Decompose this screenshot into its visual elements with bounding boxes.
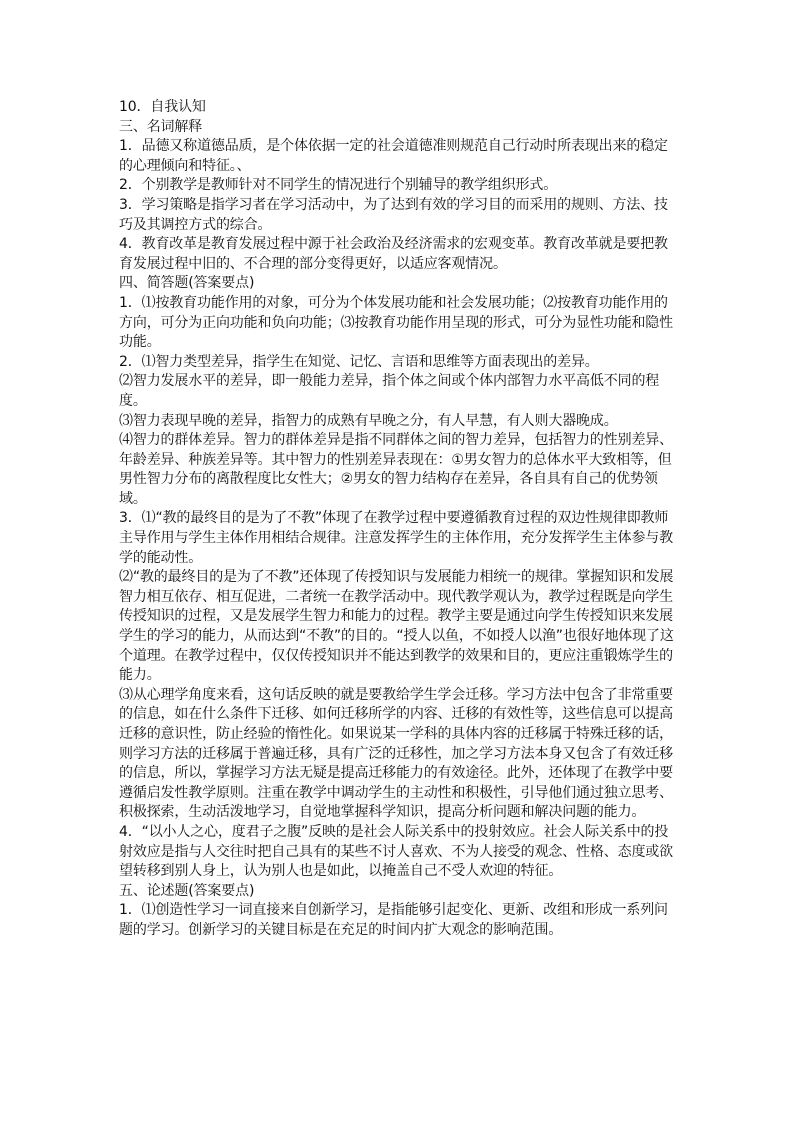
term-answer-2: 2．个别教学是教师针对不同学生的情况进行个别辅导的教学组织形式。 [119,177,558,194]
section-heading-terms: 三、名词解释 [119,118,203,135]
short-answer-4: 4．“以小人之心，度君子之腹”反映的是社会人际关系中的投射效应。社会人际关系中的投射效应是指与人交往时把自己具有的某些不讨人喜欢、不为人接受的观念、性格、态度或欲望转移到别人身上，认为别人也是如此，以掩盖自己不受人欢迎的特征。 [119,823,673,880]
term-answer-3: 3．学习策略是指学习者在学习活动中，为了达到有效的学习目的而采用的规则、方法、技巧及其调控方式的综合。 [119,196,668,233]
short-answer-2-part-4: ⑷智力的群体差异。智力的群体差异是指不同群体之间的智力差异，包括智力的性别差异、年龄差异、种族差异等。其中智力的性别差异表现在：①男女智力的总体水平大致相等，但男性智力分布的离散程度比女性大；②男女的智力结构存在差异，各自具有自己的优势领域。 [119,432,673,507]
short-answer-2-part-2: ⑵智力发展水平的差异，即一般能力差异，指个体之间或个体内部智力水平高低不同的程度。 [119,373,660,409]
term-answer-1: 1．品德又称道德品质，是个体依据一定的社会道德准则规范自己行动时所表现出来的稳定的心理倾向和特征。、 [119,138,668,174]
short-answer-2-part-1: 2．⑴智力类型差异，指学生在知觉、记忆、言语和思维等方面表现出的差异。 [119,353,599,370]
item-self-cognition: 10．自我认知 [119,99,206,115]
short-answer-3-part-3: ⑶从心理学角度来看，这句话反映的就是要教给学生学会迁移。学习方法中包含了非常重要的信息，如在什么条件下迁移、如何迁移所学的内容、迁移的有效性等，这些信息可以提高迁移的意识性，防止经验的惰性化。如果说某一学科的具体内容的迁移属于特殊迁移的话，则学习方法的迁移属于普遍迁移，具有广泛的迁移性，加之学习方法本身又包含了有效迁移的信息，所以，掌握学习方法无疑是提高迁移能力的有效途径。此外，还体现了在教学中要遵循启发性教学原则。注重在教学中调动学生的主动性和积极性，引导他们通过独立思考、积极探索，生动活泼地学习，自觉地掌握科学知识，提高分析问题和解决问题的能力。 [119,686,673,821]
essay-answer-1: 1．⑴创造性学习一词直接来自创新学习，是指能够引起变化、更新、改组和形成一系列问题的学习。创新学习的关键目标是在充足的时间内扩大观念的影响范围。 [119,902,668,938]
term-answer-4: 4．教育改革是教育发展过程中源于社会政治及经济需求的宏观变革。教育改革就是要把教育发展过程中旧的、不合理的部分变得更好，以适应客观情况。 [119,236,668,272]
short-answer-3-part-1: 3．⑴“教的最终目的是为了不教”体现了在教学过程中要遵循教育过程的双边性规律即教师主导作用与学生主体作用相结合规律。注意发挥学生的主体作用，充分发挥学生主体参与教学的能动性。 [119,510,673,566]
short-answer-3-part-2: ⑵“教的最终目的是为了不教”还体现了传授知识与发展能力相统一的规律。掌握知识和发展智力相互依存、相互促进，二者统一在教学活动中。现代教学观认为，教学过程既是向学生传授知识的过程，又是发展学生智力和能力的过程。教学主要是通过向学生传授知识来发展学生的学习的能力，从而达到“不教”的目的。“授人以鱼，不如授人以渔”也很好地体现了这个道理。在教学过程中，仅仅传授知识并不能达到教学的效果和目的，更应注重锻炼学生的能力。 [119,569,674,684]
short-answer-2-part-3: ⑶智力表现早晚的差异，指智力的成熟有早晚之分，有人早慧，有人则大器晚成。 [119,412,618,429]
section-heading-short-answer: 四、简答题(答案要点) [119,275,255,292]
short-answer-1: 1．⑴按教育功能作用的对象，可分为个体发展功能和社会发展功能；⑵按教育功能作用的方向，可分为正向功能和负向功能；⑶按教育功能作用呈现的形式，可分为显性功能和隐性功能。 [119,294,673,351]
document-page [119,98,679,941]
section-heading-essay: 五、论述题(答案要点) [119,882,255,899]
